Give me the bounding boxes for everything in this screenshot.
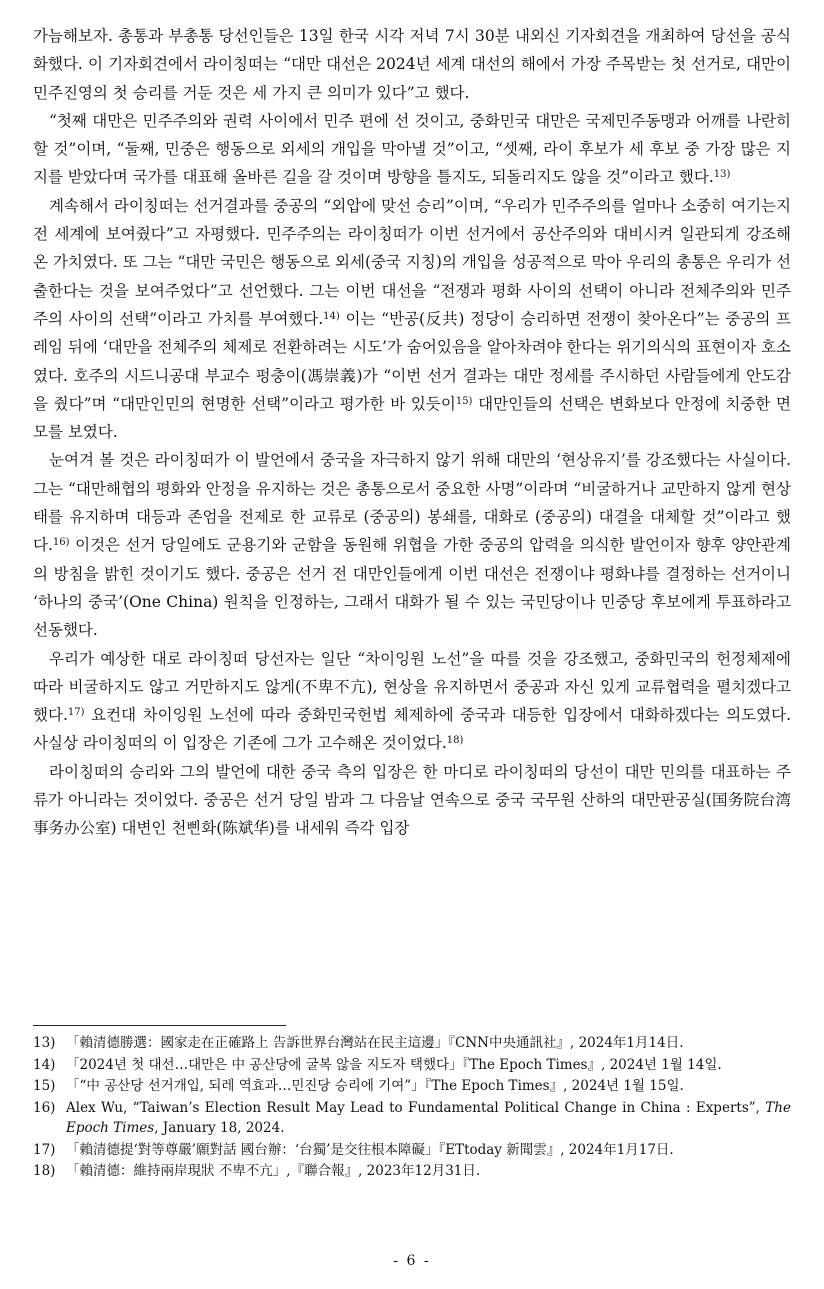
paragraph-5-text-b: 요컨대 차이잉원 노선에 따라 중화민국헌법 체제하에 중국과 대등한 입장에서 대화하겠다는 의도였다. 사실상 라이칭떠의 이 입장은 기존에 그가 고수해온 것이었다.	[33, 706, 791, 753]
footnote-text: 「賴清德勝選：國家走在正確路上 告訴世界台灣站在民主這邊」『CNN中央通訊社』, 2024年1月14日.	[66, 1035, 684, 1051]
paragraph-4	[33, 446, 791, 644]
footnote-text-b: , January 18, 2024.	[154, 1120, 285, 1136]
footnote-17	[33, 1140, 791, 1161]
footnote-15	[33, 1076, 791, 1097]
footnote-13	[33, 1033, 791, 1054]
footnote-text-a: Alex Wu, “Taiwan’s Election Result May Lead to Fundamental Political Change in China : Experts”,	[66, 1099, 766, 1116]
paragraph-3	[33, 192, 791, 447]
footnote-number: 14)	[33, 1056, 56, 1073]
body-text	[33, 22, 791, 843]
footnote-ref-18[interactable]: 18)	[446, 735, 464, 747]
footnote-text: 「2024년 첫 대선…대만은 中 공산당에 굴복 않을 지도자 택했다」『The Epoch Times』, 2024년 1월 14일.	[66, 1056, 722, 1073]
footnote-text	[66, 1098, 791, 1139]
paragraph-1	[33, 22, 791, 107]
page-number: - 6 -	[393, 1253, 431, 1269]
paragraph-3-text-c: 대만인들의 선택은 변화보다 안정에 치중한 면모를 보였다.	[33, 394, 791, 442]
paragraph-4-text-b: 이것은 선거 당일에도 군용기와 군함을 동원해 위협을 가한 중공의 압력을 의식한 발언이자 향후 양안관계의 방침을 밝힌 것이기도 했다. 중공은 선거 전 대만인들에게 이번 대선은 전쟁이냐 평화냐를 결정하는 선거이니 ‘하나의 중국’(One China) 원칙을 인정하는, 그래서 대화가 될 수 있는 국민당이나 민중당 후보에게 투표하라고 선동했다.	[33, 536, 791, 640]
footnote-ref-17[interactable]: 17)	[67, 707, 85, 719]
footnote-separator	[33, 1025, 286, 1026]
paragraph-1-text: 가늠해보자. 총통과 부총통 당선인들은 13일 한국 시각 저녁 7시 30분 내외신 기자회견을 개최하여 당선을 공식화했다. 이 기자회견에서 라이칭떠는 “대만 대선은 2024년 세계 대선의 해에서 가장 주목받는 첫 선거로, 대만이 민주진영의 첫 승리를 거둔 것은 세 가지 큰 의미가 있다”고 했다.	[33, 27, 791, 102]
footnote-text: 「賴清德：維持兩岸現狀 不卑不亢」,『聯合報』, 2023年12月31日.	[66, 1163, 481, 1179]
footnote-number: 17)	[33, 1141, 56, 1158]
footnotes	[33, 1033, 791, 1183]
footnote-ref-16[interactable]: 16)	[52, 537, 70, 549]
footnote-text: 「賴清德提‘對等尊嚴’願對話 國台辦：‘台獨’是交往根本障礙」『ETtoday 新聞雲』, 2024年1月17日.	[66, 1141, 674, 1158]
paragraph-6-text: 라이칭떠의 승리와 그의 발언에 대한 중국 측의 입장은 한 마디로 라이칭떠의 당선이 대만 민의를 대표하는 주류가 아니라는 것이었다. 중공은 선거 당일 밤과 그 다음날 연속으로 중국 국무원 산하의 대만판공실(国务院台湾事务办公室) 대변인 천삔화(陈斌华)를 내세워 즉각 입장	[33, 762, 791, 838]
paragraph-2	[33, 107, 791, 192]
paragraph-5	[33, 645, 791, 758]
paragraph-3-text-a: 계속해서 라이칭떠는 선거결과를 중공의 “외압에 맞선 승리”이며, “우리가 민주주의를 얼마나 소중히 여기는지 전 세계에 보여줬다”고 자평했다. 민주주의는 라이칭떠가 이번 선거에서 공산주의와 대비시켜 일관되게 강조해 온 가치였다. 또 그는 “대만 국민은 행동으로 외세(중국 지칭)의 개입을 성공적으로 막아 우리의 총통은 우리가 선출한다는 것을 보여주었다”고 선언했다. 그는 이번 대선을 “전쟁과 평화 사이의 선택이 아니라 전체주의와 민주주의 사이의 선택”이라고 가치를 부여했다.	[33, 196, 791, 328]
paragraph-3-text-b: 이는 “반공(反共) 정당이 승리하면 전쟁이 찾아온다”는 중공의 프레임 뒤에 ‘대만을 전체주의 체제로 전환하려는 시도’가 숨어있음을 알아차려야 한다는 위기의식의 표현이자 호소였다. 호주의 시드니공대 부교수 펑충이(馮崇義)가 “이번 선거 결과는 대만 정세를 주시하던 사람들에게 안도감을 줬다”며 “대만인민의 현명한 선택”이라고 평가한 바 있듯이	[33, 309, 791, 413]
footnote-number: 15)	[33, 1078, 56, 1094]
paragraph-5-text-a: 우리가 예상한 대로 라이칭떠 당선자는 일단 “차이잉원 노선”을 따를 것을 강조했고, 중화민국의 헌정체제에 따라 비굴하지도 않고 거만하지도 않게(不卑不亢), 현상을 유지하면서 중공과 자신 있게 교류협력을 펼치겠다고 했다.	[33, 649, 791, 725]
paragraph-6	[33, 758, 791, 843]
paragraph-2-text: “첫째 대만은 민주주의와 권력 사이에서 민주 편에 선 것이고, 중화민국 대만은 국제민주동맹과 어깨를 나란히 할 것”이며, “둘째, 민중은 행동으로 외세의 개입을 막아낼 것”이고, “셋째, 라이 후보가 세 후보 중 가장 많은 지지를 받았다며 국가를 대표해 올바른 길을 갈 것이며 방향을 틀지도, 되돌리지도 않을 것”이라고 했다.	[33, 111, 791, 187]
paragraph-4-text-a: 눈여겨 볼 것은 라이칭떠가 이 발언에서 중국을 자극하지 않기 위해 대만의 ‘현상유지’를 강조했다는 사실이다. 그는 “대만해협의 평화와 안정을 유지하는 것은 총통으로서 중요한 사명”이라며 “비굴하거나 교만하지 않게 현상태를 유지하며 대등과 존엄을 전제로 한 교류로 (중공의) 봉쇄를, 대화로 (중공의) 대결을 대체할 것”이라고 했다.	[33, 451, 791, 555]
footnote-18	[33, 1161, 791, 1182]
footnote-number: 18)	[33, 1163, 56, 1179]
footnote-14	[33, 1055, 791, 1076]
footnote-number: 13)	[33, 1035, 56, 1051]
footnote-number: 16)	[33, 1099, 56, 1116]
footnote-16	[33, 1098, 791, 1139]
footnote-ref-13[interactable]: 13)	[713, 169, 731, 181]
footnote-ref-15[interactable]: 15)	[455, 395, 473, 407]
footnote-ref-14[interactable]: 14)	[323, 310, 340, 322]
footnote-text: 「“中 공산당 선거개입, 되레 역효과…민진당 승리에 기여”」『The Epoch Times』, 2024년 1월 15일.	[66, 1078, 684, 1094]
footnote-publication: The Epoch Times	[66, 1099, 791, 1136]
